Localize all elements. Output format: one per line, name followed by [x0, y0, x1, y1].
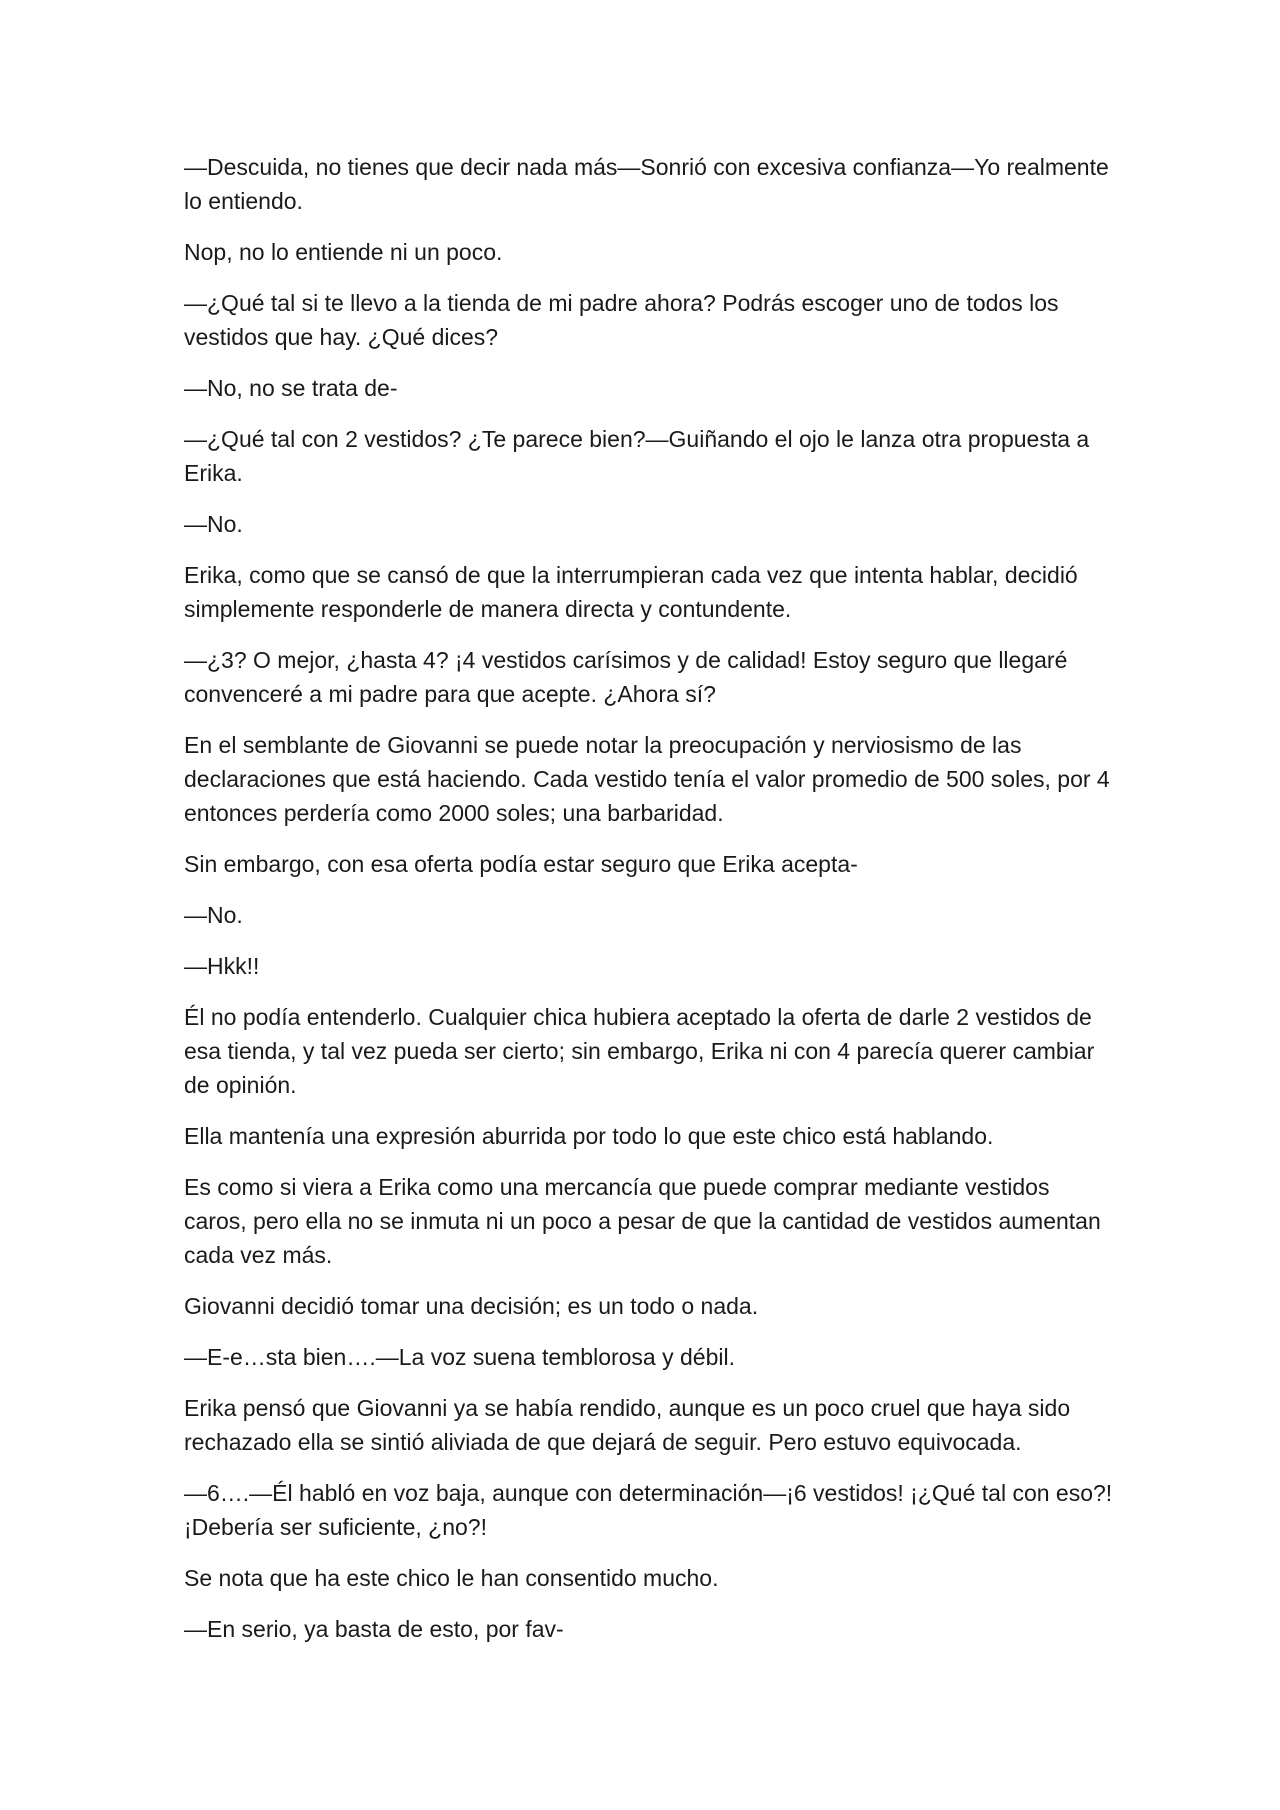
- paragraph: —No.: [184, 511, 243, 537]
- paragraph: —En serio, ya basta de esto, por fav-: [184, 1616, 564, 1642]
- paragraph: —No.: [184, 902, 243, 928]
- paragraph: Sin embargo, con esa oferta podía estar seguro que Erika acepta-: [184, 851, 858, 877]
- document-page: [184, 150, 1114, 1663]
- paragraph: —Descuida, no tienes que decir nada más—Sonrió con excesiva confianza—Yo realmente lo entiendo.: [184, 154, 1109, 214]
- paragraph: Es como si viera a Erika como una mercancía que puede comprar mediante vestidos caros, pero ella no se inmuta ni un poco a pesar de que la cantidad de vestidos aumentan cada vez más.: [184, 1174, 1101, 1268]
- paragraph: Él no podía entenderlo. Cualquier chica hubiera aceptado la oferta de darle 2 vestidos de esa tienda, y tal vez pueda ser cierto; sin embargo, Erika ni con 4 parecía querer cambiar de opinión.: [184, 1004, 1095, 1098]
- paragraph: —Hkk!!: [184, 953, 260, 979]
- paragraph: —6….—Él habló en voz baja, aunque con determinación—¡6 vestidos! ¡¿Qué tal con eso?! ¡Debería ser suficiente, ¿no?!: [184, 1480, 1113, 1540]
- paragraph: —¿3? O mejor, ¿hasta 4? ¡4 vestidos carísimos y de calidad! Estoy seguro que llegaré convenceré a mi padre para que acepte. ¿Ahora sí?: [184, 647, 1068, 707]
- paragraph: Nop, no lo entiende ni un poco.: [184, 239, 503, 265]
- paragraph: —No, no se trata de-: [184, 375, 398, 401]
- paragraph: En el semblante de Giovanni se puede notar la preocupación y nerviosismo de las declaraciones que está haciendo. Cada vestido tenía el valor promedio de 500 soles, por 4 entonces perdería como 2000 soles; una barbaridad.: [184, 732, 1110, 826]
- paragraph: —¿Qué tal con 2 vestidos? ¿Te parece bien?—Guiñando el ojo le lanza otra propuesta a Erika.: [184, 426, 1090, 486]
- paragraph: Se nota que ha este chico le han consentido mucho.: [184, 1565, 719, 1591]
- paragraph: Ella mantenía una expresión aburrida por todo lo que este chico está hablando.: [184, 1123, 994, 1149]
- paragraph: —E-e…sta bien….—La voz suena temblorosa y débil.: [184, 1344, 735, 1370]
- paragraph: Giovanni decidió tomar una decisión; es un todo o nada.: [184, 1293, 759, 1319]
- paragraph: Erika pensó que Giovanni ya se había rendido, aunque es un poco cruel que haya sido rechazado ella se sintió aliviada de que dejará de seguir. Pero estuvo equivocada.: [184, 1395, 1071, 1455]
- paragraph: —¿Qué tal si te llevo a la tienda de mi padre ahora? Podrás escoger uno de todos los vestidos que hay. ¿Qué dices?: [184, 290, 1059, 350]
- paragraph: Erika, como que se cansó de que la interrumpieran cada vez que intenta hablar, decidió simplemente responderle de manera directa y contundente.: [184, 562, 1078, 622]
